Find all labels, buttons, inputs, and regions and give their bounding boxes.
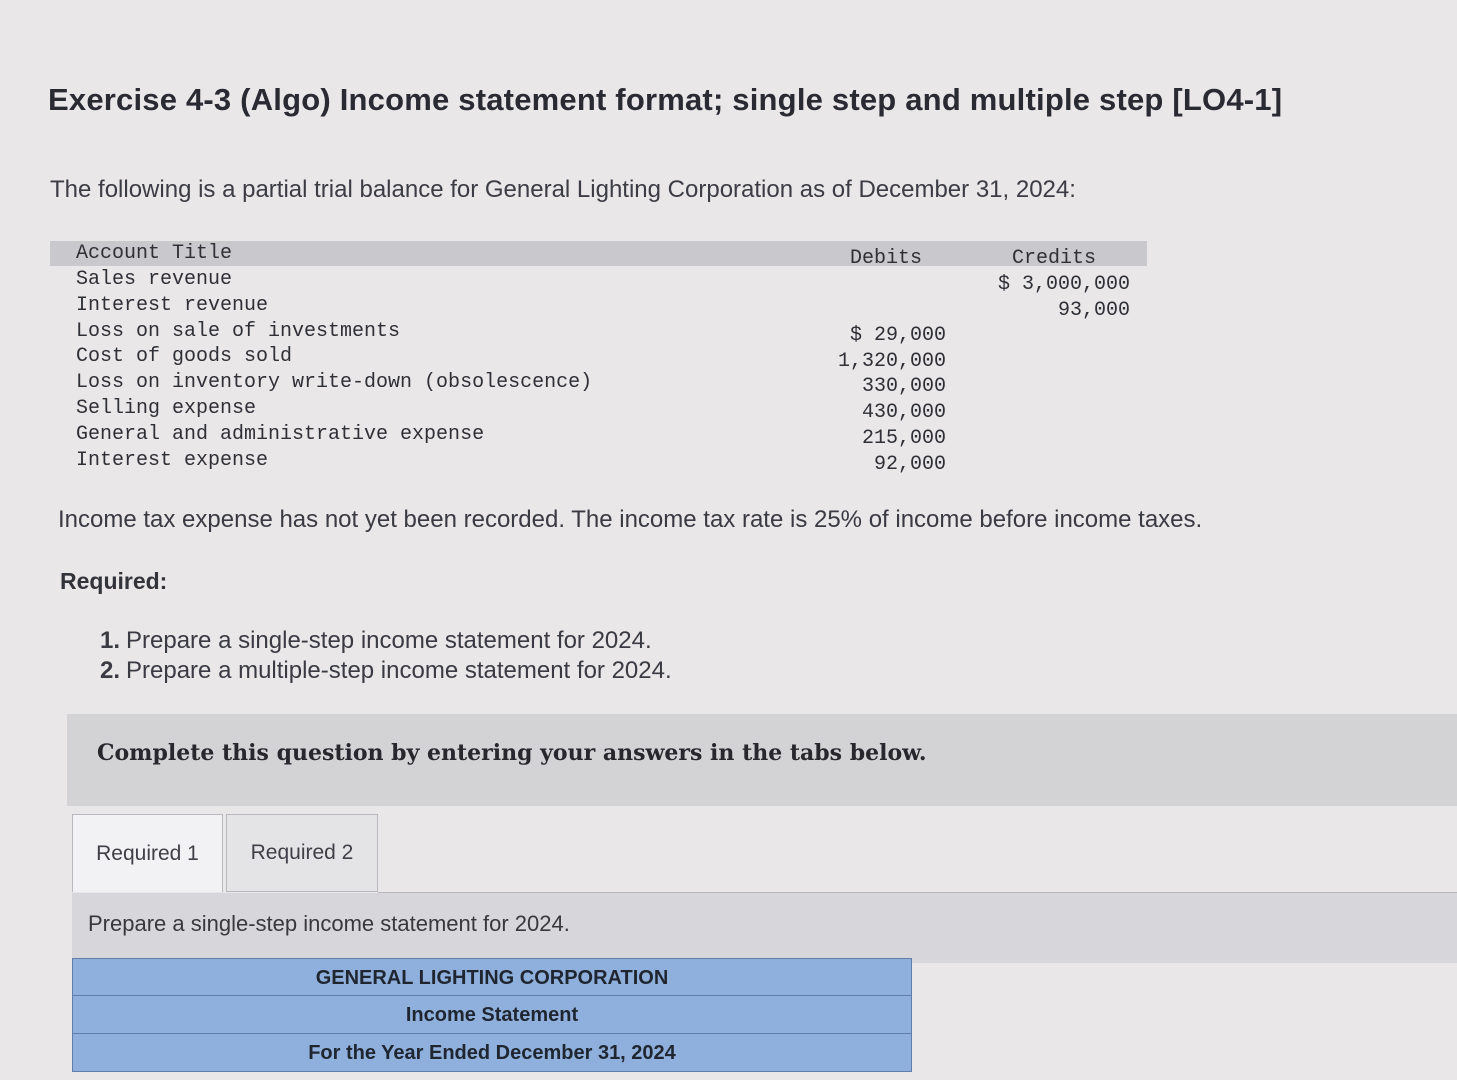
debit-amount: $ 29,000 <box>849 324 946 347</box>
account-name: General and administrative expense <box>76 422 485 446</box>
debit-amount: 92,000 <box>873 453 946 476</box>
required-list <box>100 626 672 686</box>
credit-amount: 93,000 <box>1057 299 1130 322</box>
instruction-banner <box>67 714 1457 806</box>
debit-amount: 330,000 <box>861 375 946 398</box>
required-item-number: 2. <box>100 657 121 684</box>
debit-amount: 430,000 <box>861 401 946 424</box>
account-name: Interest expense <box>76 448 269 472</box>
credit-amount: $ 3,000,000 <box>997 273 1130 296</box>
income-statement-header <box>72 958 912 1072</box>
trial-balance-header <box>50 241 1147 270</box>
income-tax-note: Income tax expense has not yet been recorded. The income tax rate is 25% of income before income taxes. <box>58 506 1203 533</box>
account-name: Loss on sale of investments <box>76 319 401 343</box>
statement-period: For the Year Ended December 31, 2024 <box>72 1034 912 1072</box>
debit-amount: 215,000 <box>861 427 946 450</box>
company-name: GENERAL LIGHTING CORPORATION <box>72 958 912 996</box>
required-item <box>100 656 672 686</box>
required-item-number: 1. <box>100 627 121 654</box>
statement-name: Income Statement <box>72 996 912 1034</box>
debit-amount: 1,320,000 <box>837 350 946 373</box>
panel-instruction-text: Prepare a single-step income statement for 2024. <box>88 911 570 936</box>
exercise-intro: The following is a partial trial balance for General Lighting Corporation as of December 31, 2024: <box>50 176 1076 203</box>
required-item-text: Prepare a single-step income statement for 2024. <box>126 627 652 654</box>
account-name: Interest revenue <box>76 293 269 317</box>
tab-panel-instruction <box>72 893 1457 963</box>
exercise-title: Exercise 4-3 (Algo) Income statement format; single step and multiple step [LO4-1] <box>48 82 1283 117</box>
account-name: Loss on inventory write-down (obsolescence) <box>76 371 593 395</box>
credits-header: Credits <box>1012 247 1097 270</box>
instruction-banner-text: Complete this question by entering your answers in the tabs below. <box>97 740 927 766</box>
tab-required-1[interactable]: Required 1 <box>72 814 223 892</box>
tab-required-2[interactable]: Required 2 <box>226 814 378 892</box>
account-name: Selling expense <box>76 396 257 420</box>
debits-header: Debits <box>850 247 923 270</box>
required-item-text: Prepare a multiple-step income statement for 2024. <box>126 657 672 684</box>
trial-balance-accounts <box>76 267 592 473</box>
required-heading: Required: <box>60 568 168 594</box>
account-title-header: Account Title <box>76 242 233 265</box>
account-name: Sales revenue <box>76 268 233 291</box>
required-item <box>100 626 672 656</box>
account-name: Cost of goods sold <box>76 345 293 369</box>
